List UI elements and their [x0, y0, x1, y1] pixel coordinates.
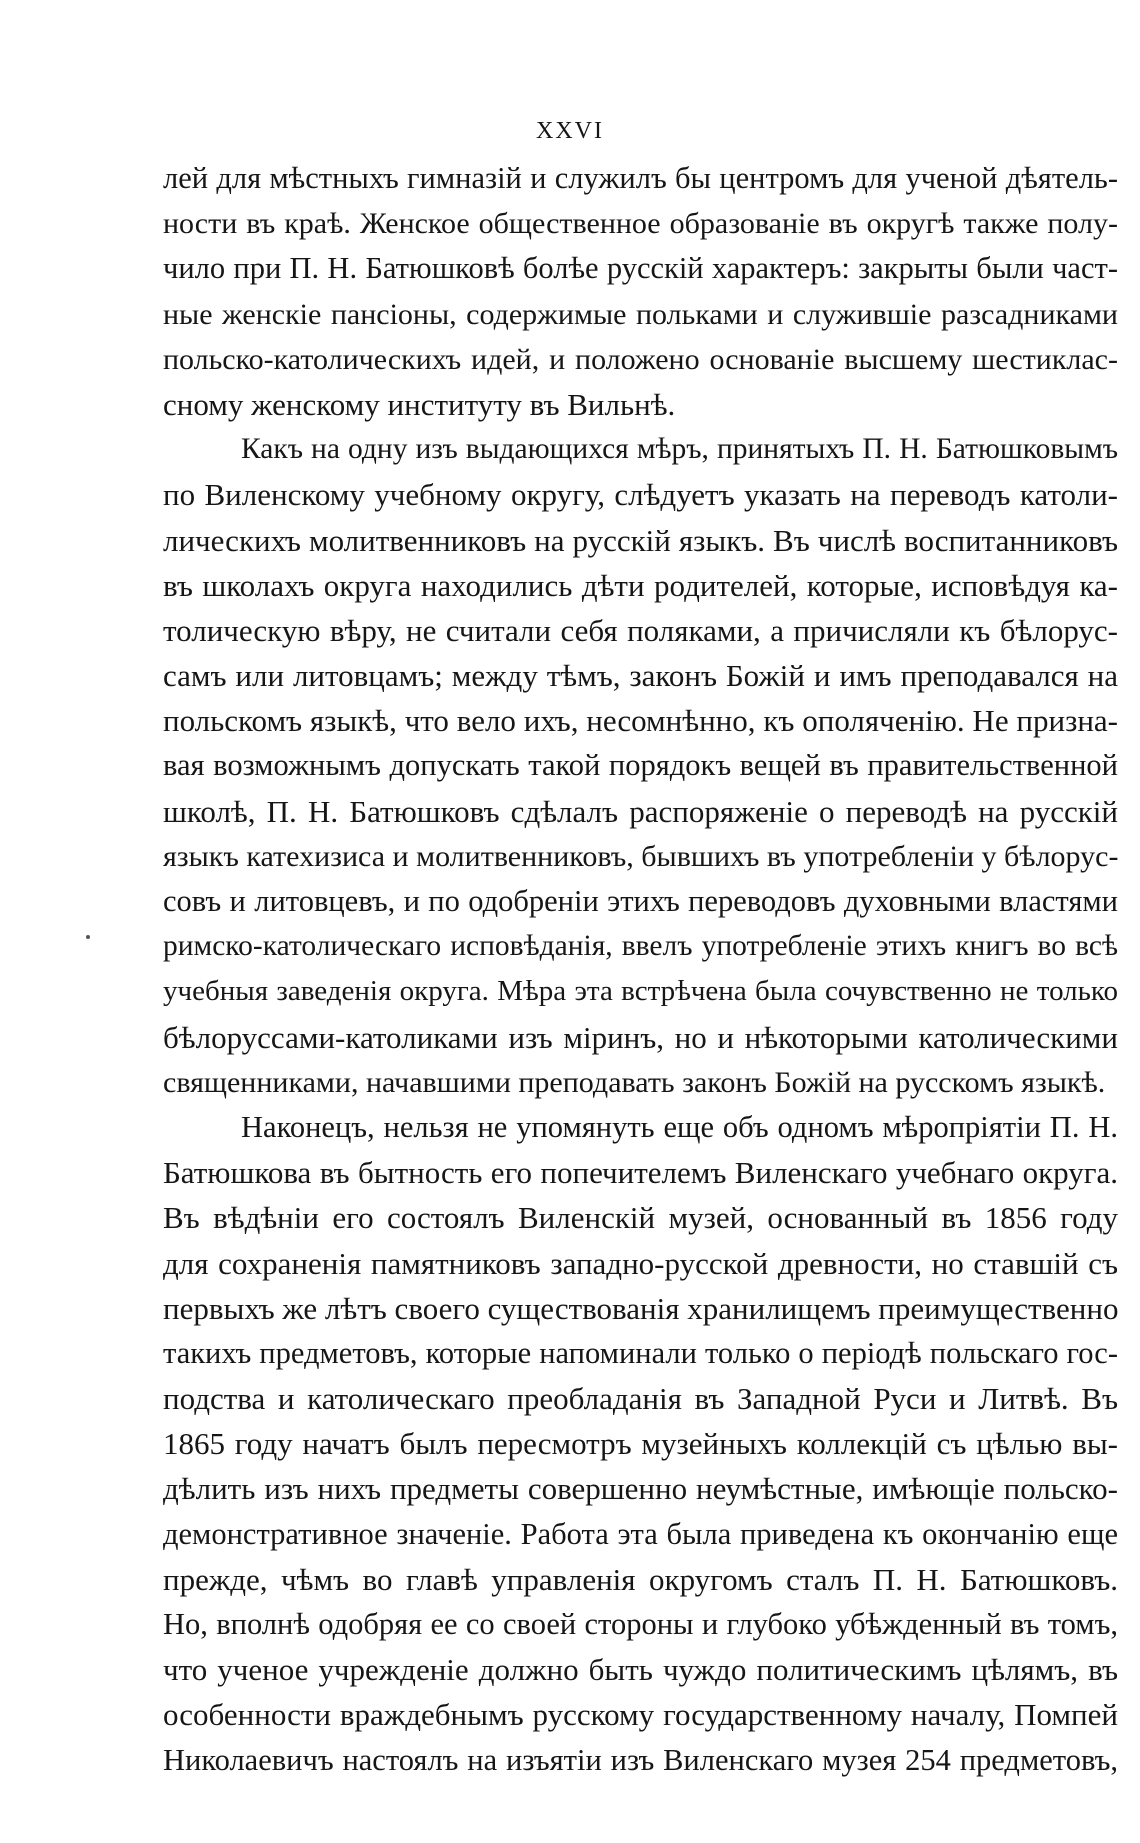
text-line: подства и католическаго преобладанія въ Западной Руси и Литвѣ. Въ [163, 1381, 1118, 1417]
text-line: священниками, начавшими преподавать законъ Божій на русскомъ языкѣ. [163, 1065, 1106, 1099]
text-line: что ученое учрежденіе должно быть чуждо политическимъ цѣлямъ, въ [163, 1652, 1118, 1688]
page-number: XXVI [536, 118, 604, 144]
text-line: демонстративное значеніе. Работа эта была приведена къ окончанію еще [163, 1516, 1118, 1551]
text-line: лей для мѣстныхъ гимназій и служилъ бы центромъ для ученой дѣятель- [163, 161, 1118, 195]
text-line: Но, вполнѣ одобряя ее со своей стороны и глубоко убѣжденный въ томъ, [163, 1607, 1118, 1641]
text-line: вая возможнымъ допускать такой порядокъ вещей въ правительственной [163, 748, 1118, 783]
body-text [163, 156, 1118, 1783]
text-line: 1865 году начатъ былъ пересмотръ музейныхъ коллекцій съ цѣлью вы- [163, 1426, 1118, 1462]
text-line: римско-католическаго исповѣданія, ввелъ употребленіе этихъ книгъ во всѣ [163, 930, 1118, 963]
text-line: дѣлить изъ нихъ предметы совершенно неумѣстные, имѣющіе польско- [163, 1471, 1118, 1507]
text-line: такихъ предметовъ, которые напоминали только о періодѣ польскаго гос- [163, 1335, 1118, 1370]
text-line: прежде, чѣмъ во главѣ управленія округомъ сталъ П. Н. Батюшковъ. [163, 1561, 1118, 1597]
text-line: Какъ на одну изъ выдающихся мѣръ, принятыхъ П. Н. Батюшковымъ [241, 433, 1118, 466]
text-line: ности въ краѣ. Женское общественное образованіе въ округѣ также полу- [163, 207, 1118, 241]
text-line: ные женскіе пансіоны, содержимые польками и служившіе разсадниками [163, 297, 1118, 331]
text-line: польскомъ языкѣ, что вело ихъ, несомнѣнно, къ ополяченію. Не призна- [163, 703, 1118, 739]
text-line: бѣлоруссами-католиками изъ міринъ, но и нѣкоторыми католическими [163, 1019, 1118, 1055]
text-line: Николаевичъ настоялъ на изъятіи изъ Виленскаго музея 254 предметовъ, [163, 1742, 1118, 1777]
text-line: школѣ, П. Н. Батюшковъ сдѣлалъ распоряженіе о переводѣ на русскій [163, 793, 1118, 829]
text-line: особенности враждебнымъ русскому государственному началу, Помпей [163, 1697, 1118, 1733]
text-line: учебныя заведенія округа. Мѣра эта встрѣчена была сочувственно не только [163, 975, 1118, 1008]
text-line: по Виленскому учебному округу, слѣдуетъ указать на переводъ католи- [163, 477, 1118, 513]
text-line: въ школахъ округа находились дѣти родителей, которые, исповѣдуя ка- [163, 567, 1118, 603]
text-line: для сохраненія памятниковъ западно-русской древности, но ставшій съ [163, 1245, 1118, 1281]
text-line: самъ или литовцамъ; между тѣмъ, законъ Божій и имъ преподавался на [163, 658, 1118, 694]
margin-speck [86, 935, 90, 939]
text-line: Наконецъ, нельзя не упомянуть еще объ одномъ мѣропріятіи П. Н. [241, 1109, 1118, 1144]
text-line: совъ и литовцевъ, и по одобреніи этихъ переводовъ духовными властями [163, 884, 1118, 918]
text-line: Въ вѣдѣніи его состоялъ Виленскій музей, основанный въ 1856 году [163, 1200, 1118, 1236]
text-line: Батюшкова въ бытность его попечителемъ Виленскаго учебнаго округа. [163, 1155, 1118, 1191]
text-line: польско-католическихъ идей, и положено основаніе высшему шестиклас- [163, 342, 1118, 376]
text-line: чило при П. Н. Батюшковѣ болѣе русскій характеръ: закрыты были част- [163, 251, 1118, 286]
text-line: сному женскому институту въ Вильнѣ. [163, 386, 676, 422]
text-line: толическую вѣру, не считали себя поляками, а причисляли къ бѣлорус- [163, 612, 1118, 648]
text-line: первыхъ же лѣтъ своего существованія хранилищемъ преимущественно [163, 1290, 1119, 1326]
text-line: языкъ катехизиса и молитвенниковъ, бывшихъ въ употребленіи у бѣлорус- [163, 839, 1119, 873]
text-line: лическихъ молитвенниковъ на русскій языкъ. Въ числѣ воспитанниковъ [163, 522, 1118, 558]
